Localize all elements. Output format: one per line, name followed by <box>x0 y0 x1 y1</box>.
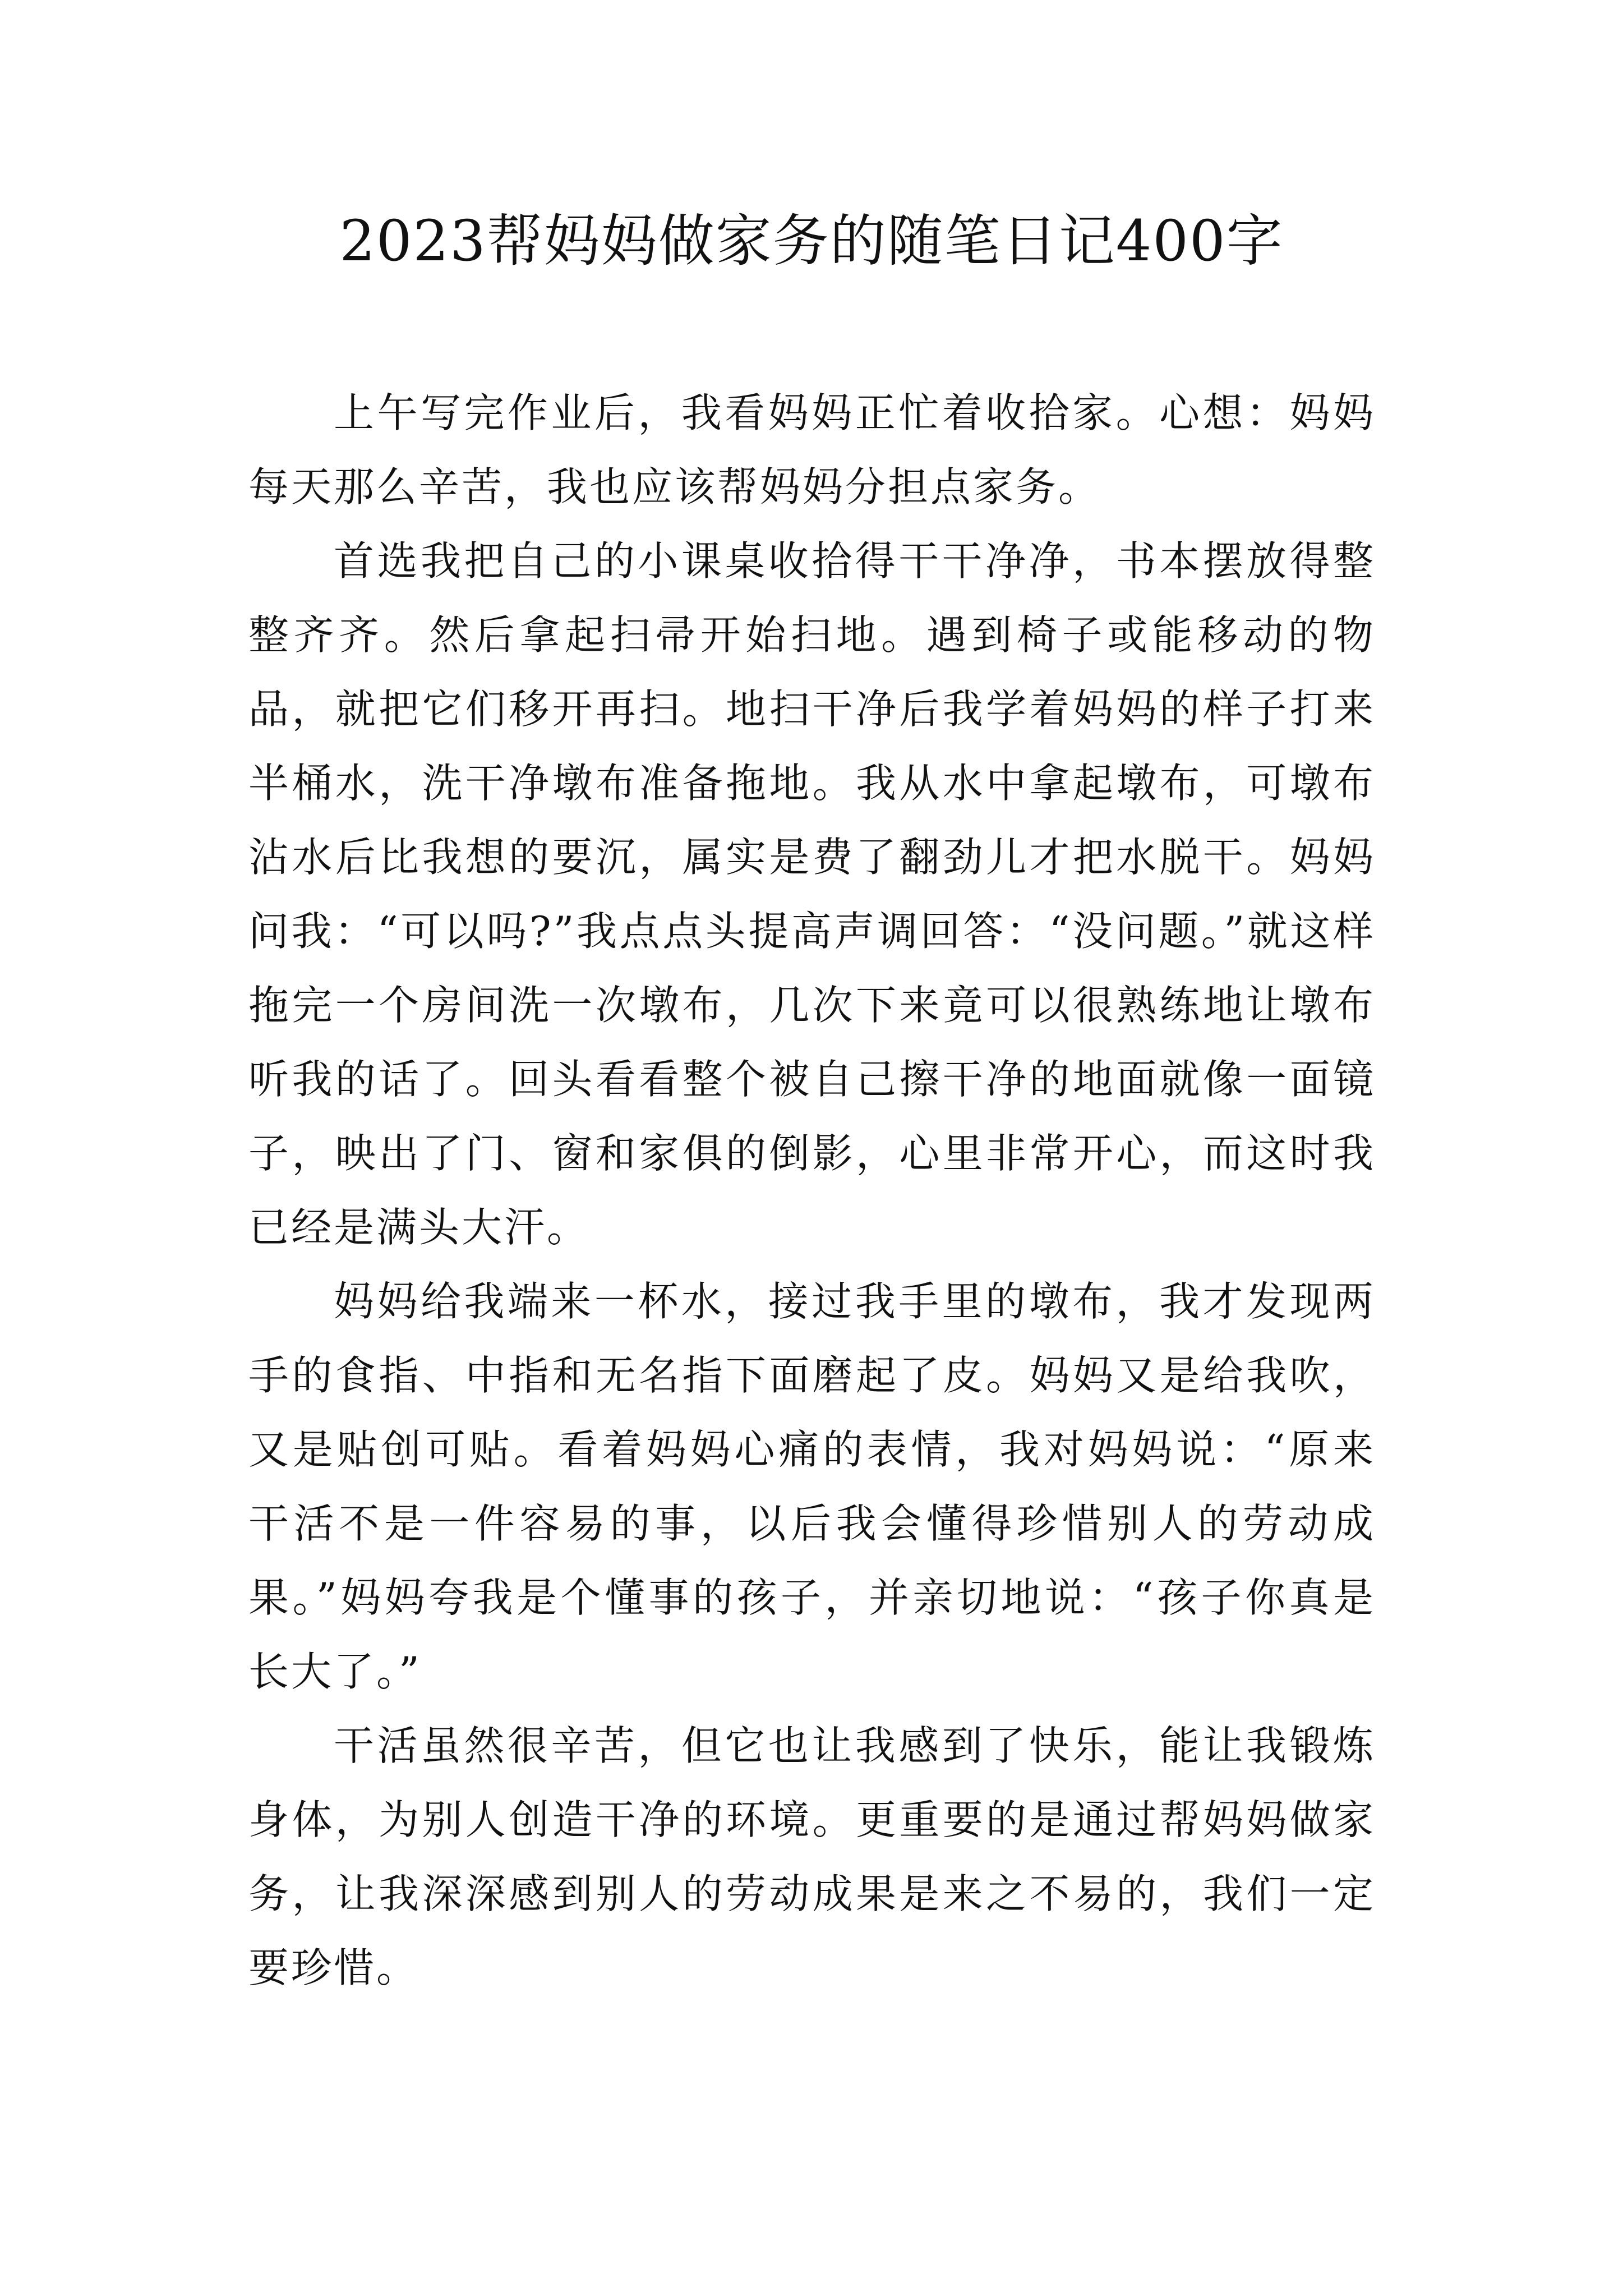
paragraph: 妈妈给我端来一杯水，接过我手里的墩布，我才发现两手的食指、中指和无名指下面磨起了皮。妈妈又是给我吹，又是贴创可贴。看着妈妈心痛的表情，我对妈妈说：“原来干活不是一件容易的事，以后我会懂得珍惜别人的劳动成果。”妈妈夸我是个懂事的孩子，并亲切地说：“孩子你真是长大了。” <box>248 1278 1376 1695</box>
paragraph: 首选我把自己的小课桌收拾得干干净净，书本摆放得整整齐齐。然后拿起扫帚开始扫地。遇到椅子或能移动的物品，就把它们移开再扫。地扫干净后我学着妈妈的样子打来半桶水，洗干净墩布准备拖地。我从水中拿起墩布，可墩布沾水后比我想的要沉，属实是费了翻劲儿才把水脱干。妈妈问我：“可以吗?”我点点头提高声调回答：“没问题。”就这样拖完一个房间洗一次墩布，几次下来竟可以很熟练地让墩布听我的话了。回头看看整个被自己擦干净的地面就像一面镜子，映出了门、窗和家俱的倒影，心里非常开心，而这时我已经是满头大汗。 <box>248 537 1376 1251</box>
paragraph: 上午写完作业后，我看妈妈正忙着收拾家。心想：妈妈每天那么辛苦，我也应该帮妈妈分担点家务。 <box>248 389 1376 510</box>
document-body <box>248 376 1376 2005</box>
paragraph: 干活虽然很辛苦，但它也让我感到了快乐，能让我锻炼身体，为别人创造干净的环境。更重要的是通过帮妈妈做家务，让我深深感到别人的劳动成果是来之不易的，我们一定要珍惜。 <box>248 1722 1376 1991</box>
document-title: 2023帮妈妈做家务的随笔日记400字 <box>339 208 1284 274</box>
